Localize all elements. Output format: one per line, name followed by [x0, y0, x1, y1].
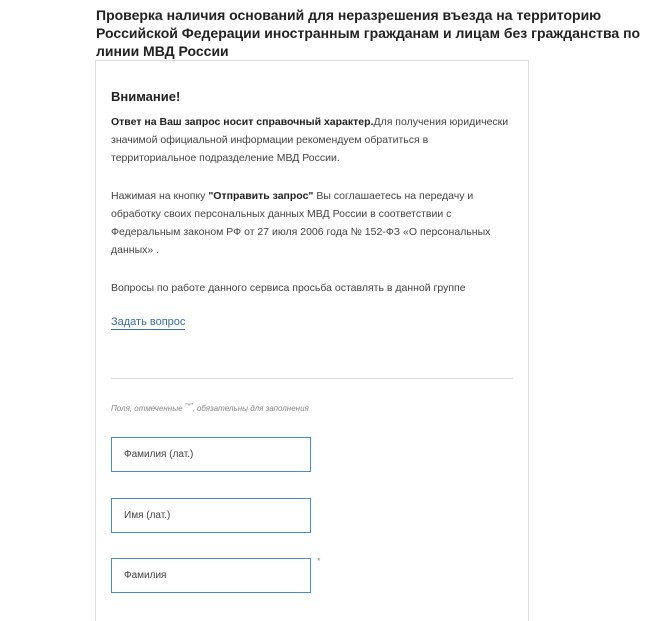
- required-star: *: [317, 556, 321, 566]
- consent-text-post: Вы соглашаетесь на передачу и обработку своих персональных данных МВД России в соответствии с Федеральным законом РФ от 27 июля 2006 года № 152-ФЗ «О персональных данных» .: [111, 190, 491, 256]
- required-fields-note: [111, 404, 309, 413]
- last-name-input[interactable]: [111, 558, 311, 593]
- required-note-post: , обязательны для заполнения: [192, 404, 309, 413]
- page-title: Проверка наличия оснований для неразрешения въезда на территорию Российской Федерации иностранным гражданам и лицам без гражданства по линии МВД России: [96, 7, 641, 59]
- ask-question-link[interactable]: Задать вопрос: [111, 316, 186, 328]
- request-form-panel: [95, 60, 529, 621]
- section-divider: [111, 378, 513, 379]
- last-name-latin-input[interactable]: [111, 437, 311, 472]
- disclaimer-text: Для получения юридически значимой официальной информации рекомендуем обратиться в территориальное подразделение МВД России.: [111, 116, 509, 164]
- notice-heading: Внимание!: [111, 89, 181, 104]
- notice-paragraph-consent: [111, 187, 511, 259]
- required-note-pre: Поля, отмеченные: [111, 404, 185, 413]
- first-name-latin-input[interactable]: [111, 498, 311, 533]
- required-mark: "*": [184, 403, 193, 410]
- consent-button-reference: "Отправить запрос": [208, 190, 314, 202]
- notice-paragraph-disclaimer: [111, 113, 511, 167]
- consent-text-pre: Нажимая на кнопку: [111, 190, 209, 202]
- disclaimer-bold-text: Ответ на Ваш запрос носит справочный характер.: [111, 116, 374, 128]
- notice-paragraph-support: Вопросы по работе данного сервиса просьба оставлять в данной группе: [111, 282, 466, 294]
